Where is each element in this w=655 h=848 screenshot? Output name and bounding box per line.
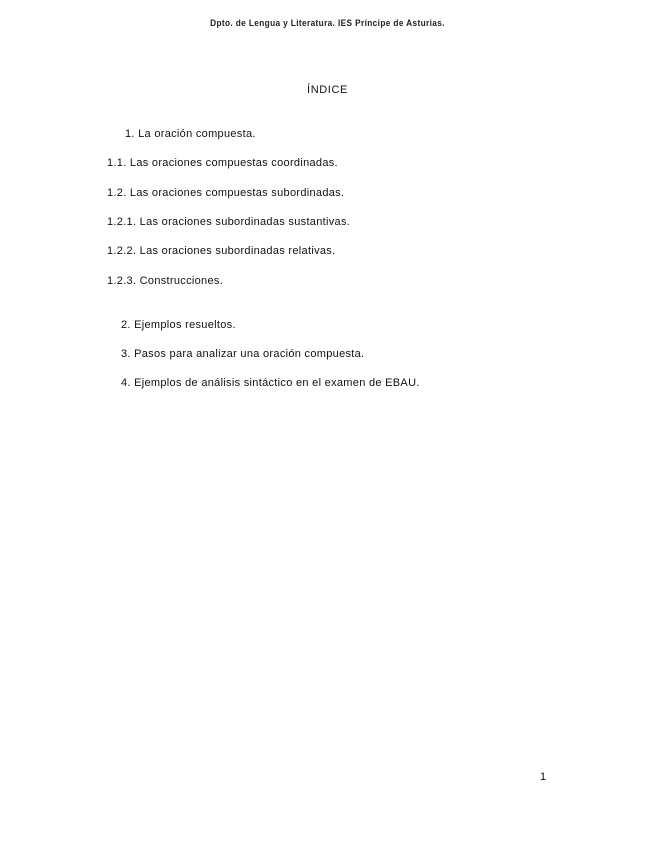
toc-item-1-1: 1.1. Las oraciones compuestas coordinadas. [107,157,338,169]
toc-item-4: 4. Ejemplos de análisis sintáctico en el examen de EBAU. [121,377,420,389]
page-number: 1 [540,771,547,783]
toc-item-1-2-3: 1.2.3. Construcciones. [107,275,224,287]
toc-item-1-2: 1.2. Las oraciones compuestas subordinadas. [107,187,345,199]
page-header: Dpto. de Lengua y Literatura. IES Príncipe de Asturias. [210,18,445,28]
toc-item-1: 1. La oración compuesta. [125,128,256,140]
toc-title [0,84,655,96]
toc-item-1-2-2: 1.2.2. Las oraciones subordinadas relativas. [107,245,336,257]
toc-item-3: 3. Pasos para analizar una oración compuesta. [121,348,365,360]
toc-title-text: ÍNDICE [307,84,348,96]
toc-item-1-2-1: 1.2.1. Las oraciones subordinadas sustantivas. [107,216,351,228]
toc-item-2: 2. Ejemplos resueltos. [121,319,236,331]
